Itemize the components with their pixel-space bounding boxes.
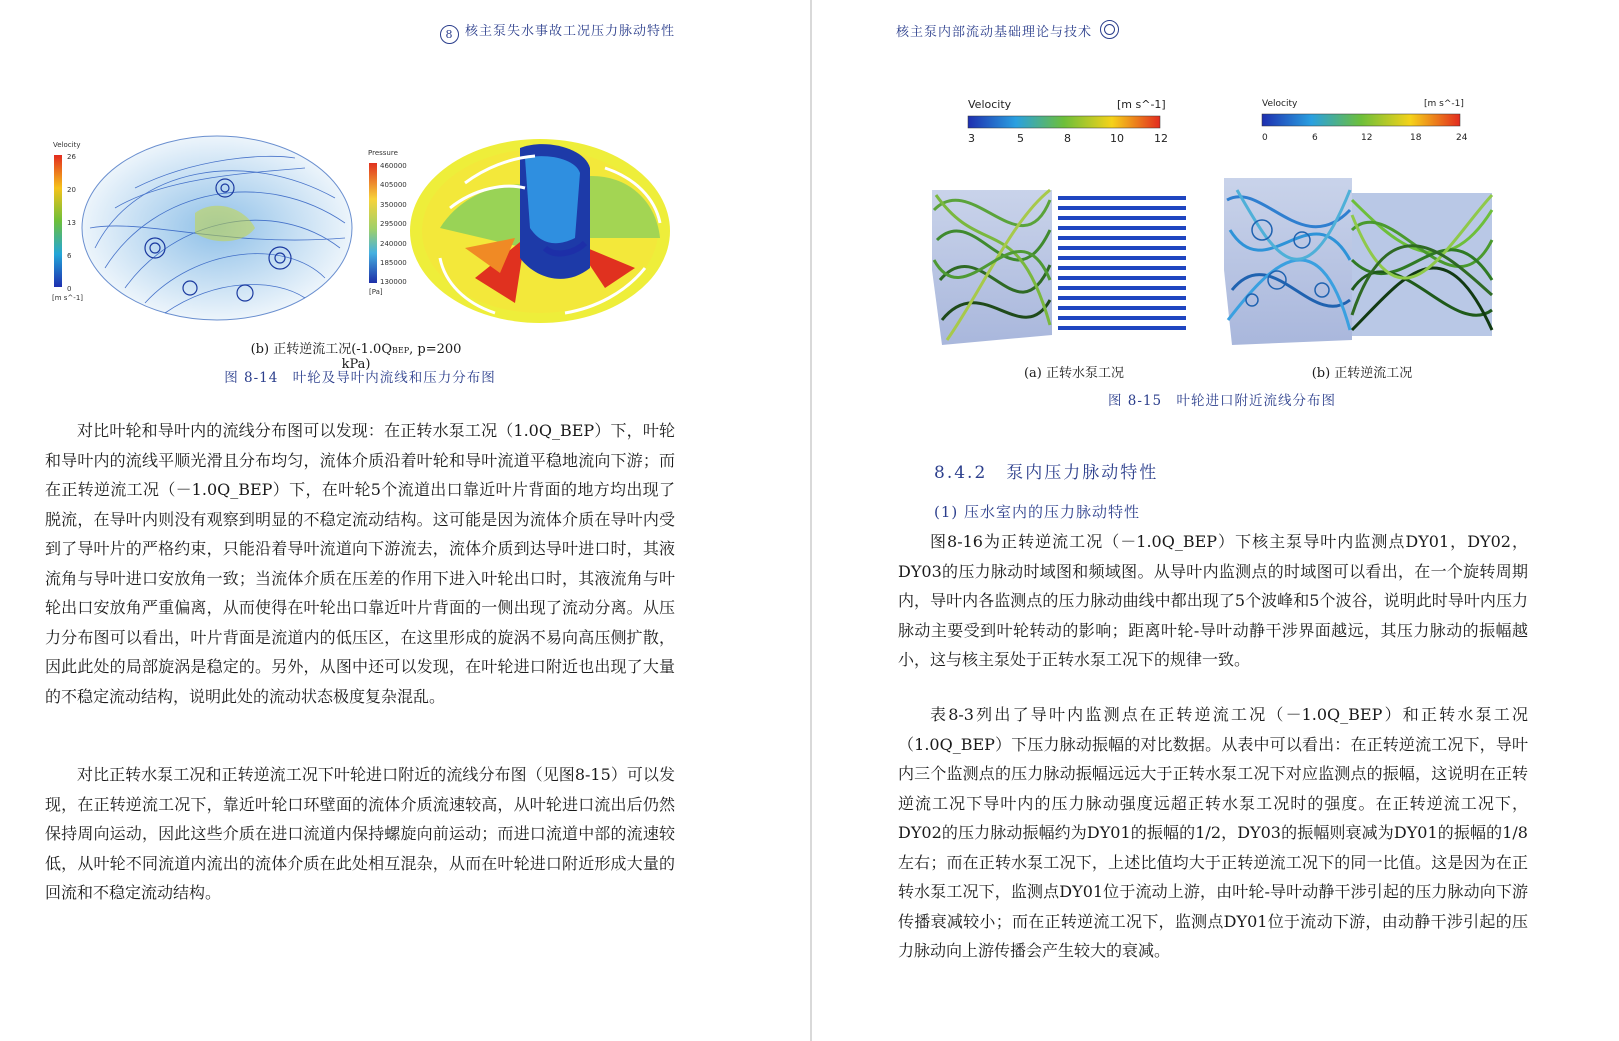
legend-b-title: Velocity	[1262, 99, 1298, 109]
velocity-tick: 20	[67, 186, 76, 194]
figure-8-15	[922, 90, 1522, 380]
pressure-tick: 240000	[380, 240, 407, 248]
pressure-legend-title: Pressure	[368, 149, 398, 157]
right-header-title: 核主泵内部流动基础理论与技术	[896, 25, 1093, 40]
pressure-tick: 130000	[380, 278, 407, 286]
pressure-tick: 185000	[380, 259, 407, 267]
legend-a-unit: [m s^-1]	[1117, 98, 1166, 111]
velocity-tick: 13	[67, 219, 76, 227]
velocity-colorbar	[54, 155, 62, 287]
left-page-header	[440, 20, 675, 44]
velocity-tick: 26	[67, 153, 76, 161]
figure-8-15-subcaption-b: (b) 正转逆流工况	[1311, 366, 1413, 381]
pressure-tick: 350000	[380, 201, 407, 209]
subsection-heading: (1) 压水室内的压力脉动特性	[934, 503, 1141, 521]
pressure-tick: 460000	[380, 162, 407, 170]
pressure-tick: 295000	[380, 220, 407, 228]
legend-b-tick: 12	[1361, 133, 1373, 143]
figure-8-15-caption: 图 8-15 叶轮进口附近流线分布图	[1107, 393, 1337, 409]
chapter-number-icon: 8	[440, 25, 459, 44]
velocity-tick: 6	[67, 252, 72, 260]
legend-b-tick: 18	[1410, 133, 1422, 143]
figure-8-15-subcaption-a: (a) 正转水泵工况	[1023, 366, 1125, 381]
legend-a-colorbar	[968, 116, 1160, 128]
right-paragraph-1: 图8-16为正转逆流工况（－1.0Q_BEP）下核主泵导叶内监测点DY01，DY02，DY03的压力脉动时域图和频域图。从导叶内监测点的时域图可以看出，在一个旋转周期内，导叶内各监测点的压力脉动曲线中都出现了5个波峰和5个波谷，说明此时导叶内压力脉动主要受到叶轮转动的影响；距离叶轮-导叶动静干涉界面越远，其压力脉动的振幅越小，这与核主泵处于正转水泵工况下的规律一致。	[898, 532, 1528, 669]
left-header-title: 核主泵失水事故工况压力脉动特性	[464, 24, 675, 39]
impeller-streamline-plot	[82, 136, 352, 320]
subcaption-rest: , p=200 kPa)	[341, 342, 462, 372]
velocity-tick: 0	[67, 285, 72, 293]
panel-a-streamlines	[932, 190, 1186, 345]
legend-a-tick: 10	[1110, 132, 1124, 145]
right-paragraph-2: 表8-3列出了导叶内监测点在正转逆流工况（－1.0Q_BEP）和正转水泵工况（1.0Q_BEP）下压力脉动振幅的对比数据。从表中可以看出：在正转逆流工况下，导叶内三个监测点的压力脉动振幅远远大于正转水泵工况下对应监测点的振幅，这说明在正转逆流工况下导叶内的压力脉动强度远超正转水泵工况时的强度。在正转逆流工况下，DY02的压力脉动振幅约为DY01的振幅的1/2，DY03的振幅则衰减为DY01的振幅的1/8左右；而在正转水泵工况下，上述比值均大于正转逆流工况下的同一比值。这是因为在正转水泵工况下，监测点DY01位于流动上游，由叶轮-导叶动静干涉引起的压力脉动向下游传播衰减较小；而在正转逆流工况下，监测点DY01位于流动下游，由动静干涉引起的压力脉动向上游传播会产生较大的衰减。	[898, 705, 1528, 960]
legend-a-tick: 3	[968, 132, 975, 145]
subcaption-text: (b) 正转逆流工况(-1.0Q	[250, 342, 392, 357]
figure-8-14-caption: 图 8-14 叶轮及导叶内流线和压力分布图	[224, 370, 496, 386]
legend-b-tick: 6	[1312, 133, 1318, 143]
pressure-legend-unit: [Pa]	[369, 288, 383, 296]
right-page	[812, 0, 1619, 1041]
velocity-legend-title: Velocity	[53, 141, 81, 149]
legend-a-tick: 5	[1017, 132, 1024, 145]
pressure-tick: 405000	[380, 181, 407, 189]
legend-b-tick: 24	[1456, 133, 1468, 143]
section-heading: 8.4.2 泵内压力脉动特性	[934, 463, 1159, 483]
legend-b-colorbar	[1262, 114, 1460, 126]
subcaption-sub: BEP	[392, 346, 410, 355]
figure-8-14	[45, 128, 685, 328]
velocity-legend-unit: [m s^-1]	[52, 294, 83, 302]
legend-b-unit: [m s^-1]	[1424, 99, 1464, 109]
legend-b-tick: 0	[1262, 133, 1268, 143]
left-paragraph-1: 对比叶轮和导叶内的流线分布图可以发现：在正转水泵工况（1.0Q_BEP）下，叶轮和导叶内的流线平顺光滑且分布均匀，流体介质沿着叶轮和导叶流道平稳地流向下游；而在正转逆流工况（－1.0Q_BEP）下，在叶轮5个流道出口靠近叶片背面的地方均出现了脱流，在导叶内则没有观察到明显的不稳定流动结构。这可能是因为流体介质在导叶内受到了导叶片的严格约束，只能沿着导叶流道向下游流去，流体介质到达导叶进口时，其液流角与导叶进口安放角一致；当流体介质在压差的作用下进入叶轮出口时，其液流角与叶轮出口安放角严重偏离，从而使得在叶轮出口靠近叶片背面的一侧出现了流动分离。从压力分布图可以看出，叶片背面是流道内的低压区，在这里形成的旋涡不易向高压侧扩散，因此此处的局部旋涡是稳定的。另外，从图中还可以发现，在叶轮进口附近也出现了大量的不稳定流动结构，说明此处的流动状态极度复杂混乱。	[45, 421, 675, 706]
panel-b-streamlines	[1224, 178, 1492, 345]
legend-a-tick: 8	[1064, 132, 1071, 145]
left-paragraph-2: 对比正转水泵工况和正转逆流工况下叶轮进口附近的流线分布图（见图8-15）可以发现，在正转逆流工况下，靠近叶轮口环壁面的流体介质流速较高，从叶轮进口流出后仍然保持周向运动，因此这些介质在进口流道内保持螺旋向前运动；而进口流道中部的流速较低，从叶轮不同流道内流出的流体介质在此处相互混杂，从而在叶轮进口附近形成大量的回流和不稳定流动结构。	[45, 765, 675, 902]
chapter-circle-icon	[1100, 20, 1119, 39]
pressure-colorbar	[369, 163, 377, 283]
legend-a-tick: 12	[1154, 132, 1168, 145]
legend-a-title: Velocity	[968, 98, 1012, 111]
right-page-header	[896, 20, 1119, 40]
impeller-pressure-plot	[410, 139, 670, 323]
